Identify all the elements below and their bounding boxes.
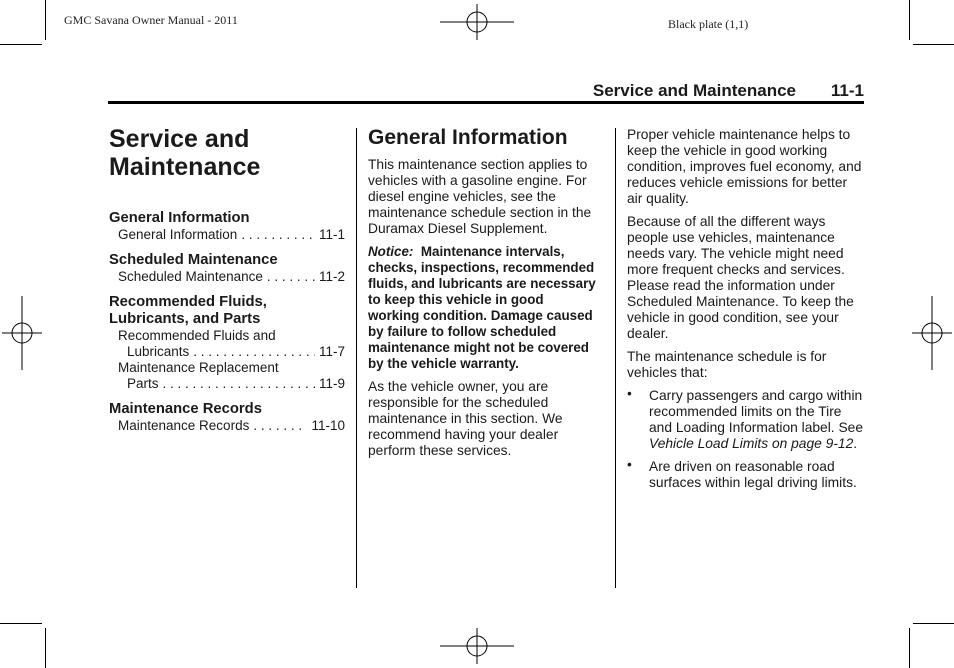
list-item: • Carry passengers and cargo within recommended limits on the Tire and Loading Information label. See Vehicle Load Limits on page 9-12. — [627, 386, 864, 451]
paragraph: Proper vehicle maintenance helps to keep the vehicle in good working condition, improves fuel economy, and reduces vehicle emissions for better air quality. — [627, 127, 862, 206]
toc-heading: General Information — [109, 210, 250, 226]
registration-mark-bottom-icon — [440, 628, 514, 664]
registration-mark-top-icon — [440, 4, 514, 40]
bullet-icon: • — [627, 457, 632, 472]
paragraph: This maintenance section applies to vehicles with a gasoline engine. For diesel engine vehicles, see the maintenance schedule section in the Duramax Diesel Supplement. — [368, 157, 592, 236]
notice-label: Notice: — [368, 244, 414, 259]
manual-name: GMC Savana Owner Manual - 2011 — [64, 13, 238, 27]
notice-text: Maintenance intervals, checks, inspections, recommended fluids, and lubricants are necessary to keep this vehicle in good working condition. Damage caused by failure to follow scheduled maintenance might not be covered by the vehicle warranty. — [368, 244, 596, 371]
toc-page: 11-7 — [318, 344, 345, 359]
toc-group-general — [109, 210, 345, 243]
cross-reference-link[interactable]: Vehicle Load Limits on page 9-12 — [649, 436, 854, 451]
crop-mark-bl-h — [0, 623, 42, 624]
running-head-section: Service and Maintenance — [592, 81, 796, 100]
crop-mark-tl-h — [0, 44, 42, 45]
toc-page: 11-9 — [318, 376, 345, 391]
toc-page: 11-2 — [318, 269, 345, 284]
paragraph: The maintenance schedule is for vehicles that: — [627, 349, 827, 380]
column-divider-2 — [615, 128, 616, 588]
paragraph: As the vehicle owner, you are responsible for the scheduled maintenance in this section. We recommend having your dealer perform these services. — [368, 379, 563, 458]
crop-mark-tr-v — [909, 0, 910, 40]
header-rule — [108, 101, 864, 104]
toc-entry-general-information[interactable]: General Information . . . 11-1 — [109, 227, 345, 243]
crop-mark-tl-v — [45, 0, 46, 40]
column-general-information — [368, 125, 598, 466]
toc-page: 11-1 — [318, 227, 345, 242]
paragraph: Because of all the different ways people use vehicles, maintenance needs vary. The vehicle might need more frequent checks and services. Please read the information under Scheduled Maintenance. To keep the vehicle in good condition, see your dealer. — [627, 214, 854, 341]
column-divider-1 — [356, 128, 357, 588]
toc-group-fluids — [109, 294, 345, 392]
toc-entry-recommended-fluids[interactable]: Recommended Fluids and Lubricants . . . 11-7 — [109, 328, 345, 360]
section-heading: General Information — [368, 126, 568, 149]
running-head-page-number: 11-1 — [830, 81, 864, 100]
toc-entry-maintenance-records[interactable]: Maintenance Records . . . 11-10 — [109, 418, 345, 434]
table-of-contents — [109, 210, 345, 443]
toc-entry-maintenance-replacement-parts[interactable]: Maintenance Replacement Parts . . . 11-9 — [109, 360, 345, 392]
toc-heading: Recommended Fluids, Lubricants, and Parts — [109, 294, 267, 327]
plate-label: Black plate (1,1) — [668, 17, 749, 31]
toc-heading: Scheduled Maintenance — [109, 252, 278, 268]
crop-mark-br-h — [913, 623, 954, 624]
chapter-title: Service and Maintenance — [109, 125, 261, 181]
toc-entry-scheduled-maintenance[interactable]: Scheduled Maintenance . . . 11-2 — [109, 269, 345, 285]
crop-mark-tr-h — [913, 44, 954, 45]
toc-group-scheduled — [109, 252, 345, 285]
list-item: • Are driven on reasonable road surfaces within legal driving limits. — [627, 457, 857, 490]
toc-page: 11-10 — [311, 418, 345, 433]
registration-mark-left-icon — [2, 296, 42, 370]
running-head — [108, 80, 864, 102]
notice-paragraph — [368, 244, 598, 372]
bullet-icon: • — [627, 386, 632, 401]
crop-mark-bl-v — [45, 628, 46, 668]
column-maintenance-info — [627, 127, 863, 498]
registration-mark-right-icon — [912, 296, 952, 370]
toc-group-records — [109, 401, 345, 434]
toc-heading: Maintenance Records — [109, 401, 262, 417]
crop-mark-br-v — [909, 628, 910, 668]
